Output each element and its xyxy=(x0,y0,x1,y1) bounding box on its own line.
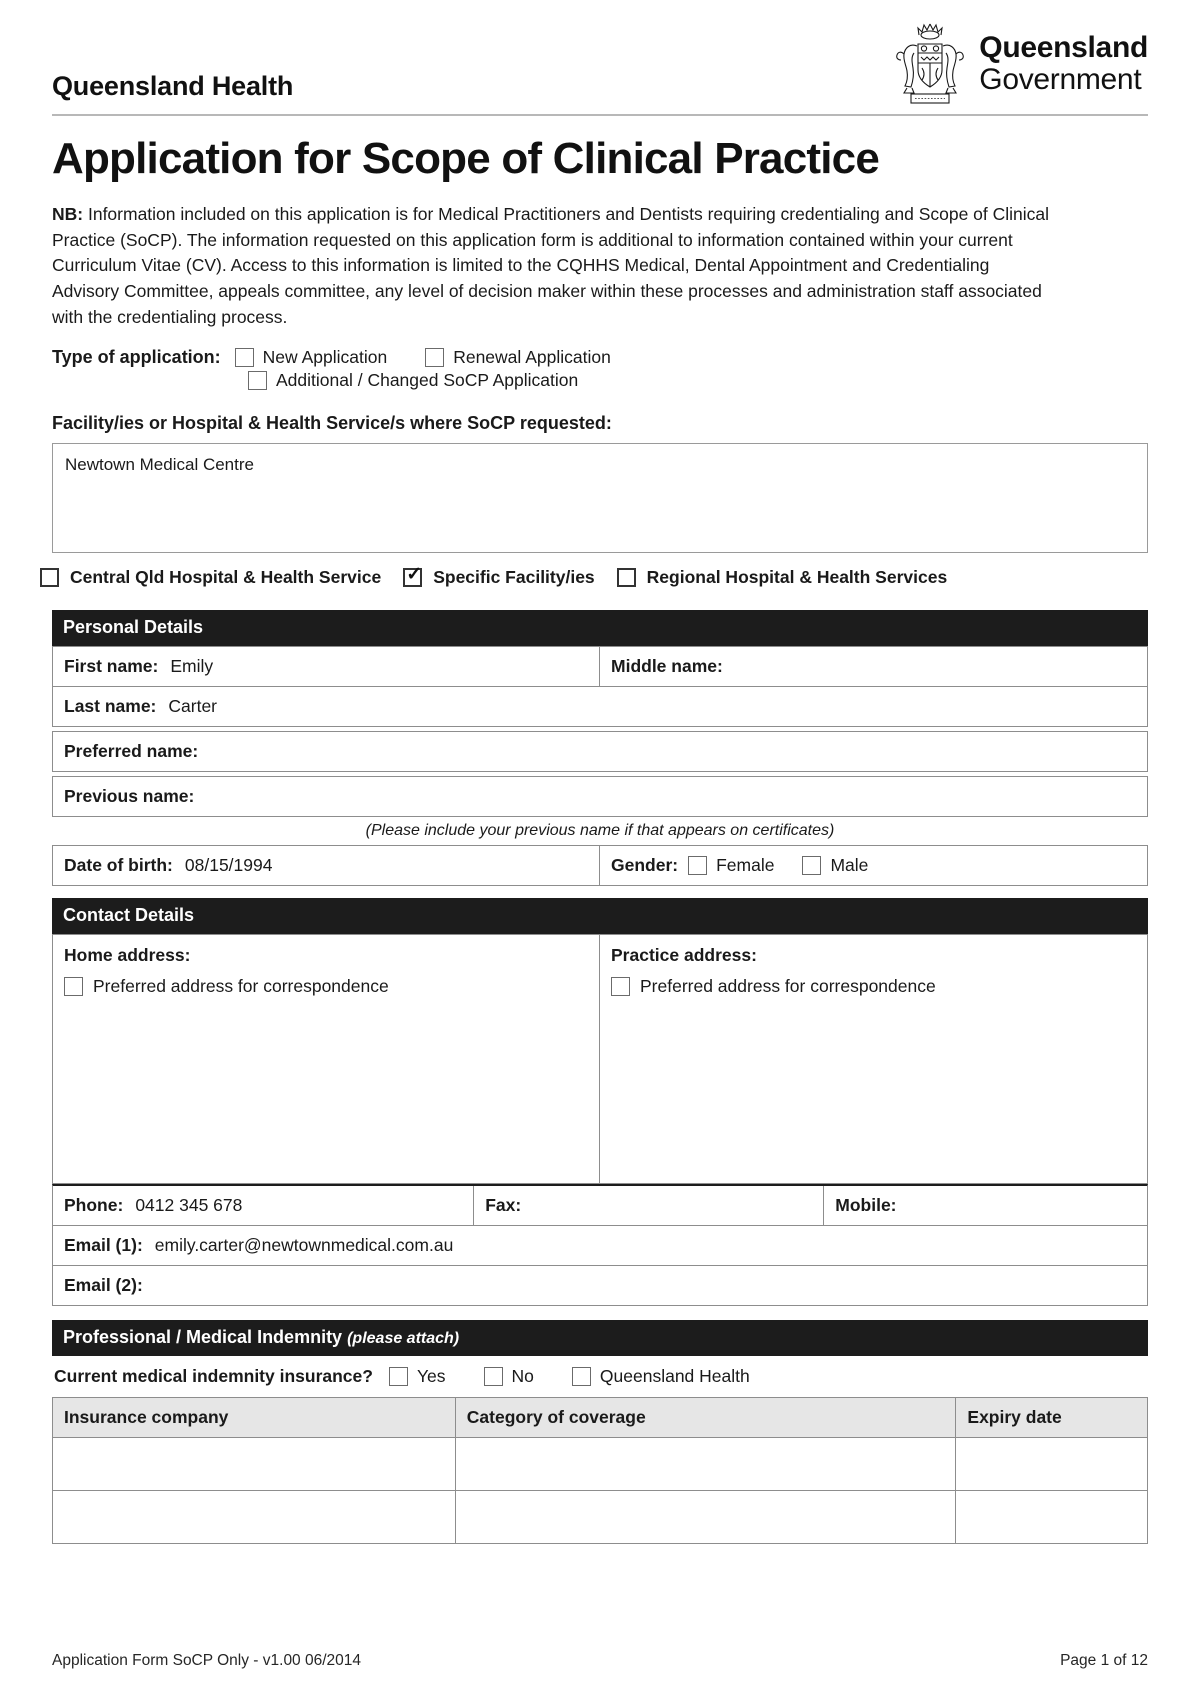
gender-option-female[interactable] xyxy=(688,855,774,876)
last-name-label: Last name: xyxy=(64,695,157,716)
header-divider xyxy=(52,114,1148,116)
mobile-label: Mobile: xyxy=(835,1194,897,1215)
indemnity-yes-label: Yes xyxy=(416,1365,446,1386)
indemnity-question-row xyxy=(52,1356,1148,1397)
page-header xyxy=(52,0,1148,114)
section-subtitle-indemnity: (please attach) xyxy=(347,1329,460,1347)
home-preferred-correspondence[interactable] xyxy=(64,976,588,997)
application-type-row-2 xyxy=(248,370,1148,391)
table-row xyxy=(53,1437,1148,1490)
field-preferred-name[interactable] xyxy=(52,731,1148,772)
practice-preferred-correspondence-label: Preferred address for correspondence xyxy=(640,975,936,996)
application-type-new-label: New Application xyxy=(262,346,388,367)
gender-female-label: Female xyxy=(716,854,775,875)
row-addresses xyxy=(52,934,1148,1184)
gender-male-label: Male xyxy=(830,854,869,875)
nb-prefix: NB: xyxy=(52,204,84,224)
checkbox-additional-changed-socp-application[interactable] xyxy=(248,371,267,390)
checkbox-new-application[interactable] xyxy=(235,348,254,367)
application-type-renewal[interactable] xyxy=(425,347,611,368)
field-last-name[interactable] xyxy=(53,687,1147,726)
checkbox-renewal-application[interactable] xyxy=(425,348,444,367)
checkbox-gender-female[interactable] xyxy=(688,856,707,875)
scope-checkbox-row xyxy=(40,567,1148,588)
email-1-value: emily.carter@newtownmedical.com.au xyxy=(154,1234,454,1255)
previous-name-note: (Please include your previous name if that appears on certificates) xyxy=(365,821,835,839)
row-first-middle-name xyxy=(52,646,1148,687)
section-header-contact-details xyxy=(52,898,1148,934)
gender-option-male[interactable] xyxy=(802,855,868,876)
checkbox-home-preferred-correspondence[interactable] xyxy=(64,977,83,996)
first-name-label: First name: xyxy=(64,655,159,676)
checkbox-indemnity-queensland-health[interactable] xyxy=(572,1367,591,1386)
email-2-label: Email (2): xyxy=(64,1274,143,1295)
nb-paragraph xyxy=(52,202,1052,331)
column-expiry-date: Expiry date xyxy=(956,1397,1148,1437)
application-type-renewal-label: Renewal Application xyxy=(453,346,611,367)
gov-logo-line2: Government xyxy=(979,63,1142,96)
section-title-personal-details: Personal Details xyxy=(63,616,204,637)
field-first-name[interactable] xyxy=(53,647,600,686)
field-previous-name[interactable] xyxy=(52,776,1148,817)
row-email-1 xyxy=(52,1226,1148,1266)
footer-form-version: Application Form SoCP Only - v1.00 06/2014 xyxy=(52,1652,362,1669)
page-footer xyxy=(52,1652,1148,1670)
scope-option-specific-facility-label: Specific Facility/ies xyxy=(433,566,595,587)
indemnity-option-queensland-health[interactable] xyxy=(572,1366,750,1387)
cell-insurance-company-2[interactable] xyxy=(53,1490,456,1543)
checkbox-gender-male[interactable] xyxy=(802,856,821,875)
organisation-title: Queensland Health xyxy=(52,71,294,101)
middle-name-label: Middle name: xyxy=(611,655,723,676)
phone-label: Phone: xyxy=(64,1194,124,1215)
checkbox-regional-hhs[interactable] xyxy=(617,568,636,587)
field-email-1[interactable] xyxy=(53,1226,1147,1265)
row-dob-gender xyxy=(52,845,1148,886)
facility-label: Facility/ies or Hospital & Health Service/s where SoCP requested: xyxy=(52,412,612,433)
scope-option-regional-hhs-label: Regional Hospital & Health Services xyxy=(646,566,948,587)
gender-label: Gender: xyxy=(611,854,679,875)
home-address-label: Home address: xyxy=(64,944,191,965)
indemnity-no-label: No xyxy=(511,1365,534,1386)
row-phone-fax-mobile xyxy=(52,1184,1148,1226)
row-email-2 xyxy=(52,1266,1148,1306)
field-phone[interactable] xyxy=(53,1186,474,1225)
scope-option-regional-hhs[interactable] xyxy=(617,567,948,588)
footer-page-number: Page 1 of 12 xyxy=(1060,1652,1148,1669)
field-gender xyxy=(600,846,1147,885)
cell-expiry-date-2[interactable] xyxy=(956,1490,1148,1543)
field-practice-address[interactable] xyxy=(600,935,1147,1183)
scope-option-central-qld-label: Central Qld Hospital & Health Service xyxy=(70,566,382,587)
insurance-table xyxy=(52,1397,1148,1544)
cell-category-of-coverage-2[interactable] xyxy=(455,1490,956,1543)
application-type-row xyxy=(52,347,1148,368)
checkbox-practice-preferred-correspondence[interactable] xyxy=(611,977,630,996)
fax-label: Fax: xyxy=(485,1194,522,1215)
home-preferred-correspondence-label: Preferred address for correspondence xyxy=(93,975,389,996)
preferred-name-label: Preferred name: xyxy=(64,740,199,761)
indemnity-option-yes[interactable] xyxy=(389,1366,446,1387)
page-title: Application for Scope of Clinical Practice xyxy=(52,134,880,183)
application-type-additional-label: Additional / Changed SoCP Application xyxy=(276,369,579,390)
checkbox-central-qld-hhs[interactable] xyxy=(40,568,59,587)
email-1-label: Email (1): xyxy=(64,1234,143,1255)
section-title-contact-details: Contact Details xyxy=(63,904,195,925)
cell-expiry-date-1[interactable] xyxy=(956,1437,1148,1490)
phone-value: 0412 345 678 xyxy=(135,1194,243,1215)
nb-body: Information included on this application is for Medical Practitioners and Dentists requiring credentialing and Scope of Clinical Practice (SoCP). The information requested on this application form is additional to information contained within your current Curriculum Vitae (CV). Access to this information is limited to the CQHHS Medical, Dental Appointment and Credentialing Advisory Committee, appeals committee, any level of decision maker within these processes and administration staff associated with the credentialing process. xyxy=(52,204,1050,327)
row-last-name xyxy=(52,687,1148,727)
cell-insurance-company-1[interactable] xyxy=(53,1437,456,1490)
section-header-indemnity xyxy=(52,1320,1148,1356)
previous-name-label: Previous name: xyxy=(64,785,195,806)
scope-option-central-qld[interactable] xyxy=(40,567,381,588)
scope-option-specific-facility[interactable] xyxy=(403,567,594,588)
application-type-new[interactable] xyxy=(235,347,388,368)
column-insurance-company: Insurance company xyxy=(53,1397,456,1437)
field-middle-name[interactable] xyxy=(600,647,1147,686)
indemnity-queensland-health-label: Queensland Health xyxy=(599,1365,750,1386)
field-date-of-birth[interactable] xyxy=(53,846,600,885)
field-fax[interactable] xyxy=(474,1186,824,1225)
date-of-birth-value: 08/15/1994 xyxy=(184,854,273,875)
field-mobile[interactable] xyxy=(824,1186,1147,1225)
date-of-birth-label: Date of birth: xyxy=(64,854,173,875)
cell-category-of-coverage-1[interactable] xyxy=(455,1437,956,1490)
facility-input[interactable]: Newtown Medical Centre xyxy=(52,443,1148,553)
section-header-personal-details xyxy=(52,610,1148,646)
first-name-value: Emily xyxy=(170,655,214,676)
application-type-label: Type of application: xyxy=(52,346,221,367)
checkbox-specific-facilities[interactable] xyxy=(403,568,422,587)
practice-address-label: Practice address: xyxy=(611,944,757,965)
insurance-table-header-row xyxy=(53,1397,1148,1437)
indemnity-question-label: Current medical indemnity insurance? xyxy=(54,1365,373,1386)
application-type-additional[interactable] xyxy=(248,370,578,391)
field-home-address[interactable] xyxy=(53,935,600,1183)
indemnity-option-no[interactable] xyxy=(484,1366,534,1387)
field-email-2[interactable] xyxy=(53,1266,1147,1305)
last-name-value: Carter xyxy=(168,695,218,716)
gov-logo-line1: Queensland xyxy=(979,31,1148,64)
column-category-of-coverage: Category of coverage xyxy=(455,1397,956,1437)
checkbox-indemnity-yes[interactable] xyxy=(389,1367,408,1386)
practice-preferred-correspondence[interactable] xyxy=(611,976,1136,997)
checkbox-indemnity-no[interactable] xyxy=(484,1367,503,1386)
queensland-coat-of-arms-icon xyxy=(891,20,969,108)
queensland-government-logo xyxy=(891,20,1148,108)
section-title-indemnity: Professional / Medical Indemnity xyxy=(63,1326,343,1347)
table-row xyxy=(53,1490,1148,1543)
